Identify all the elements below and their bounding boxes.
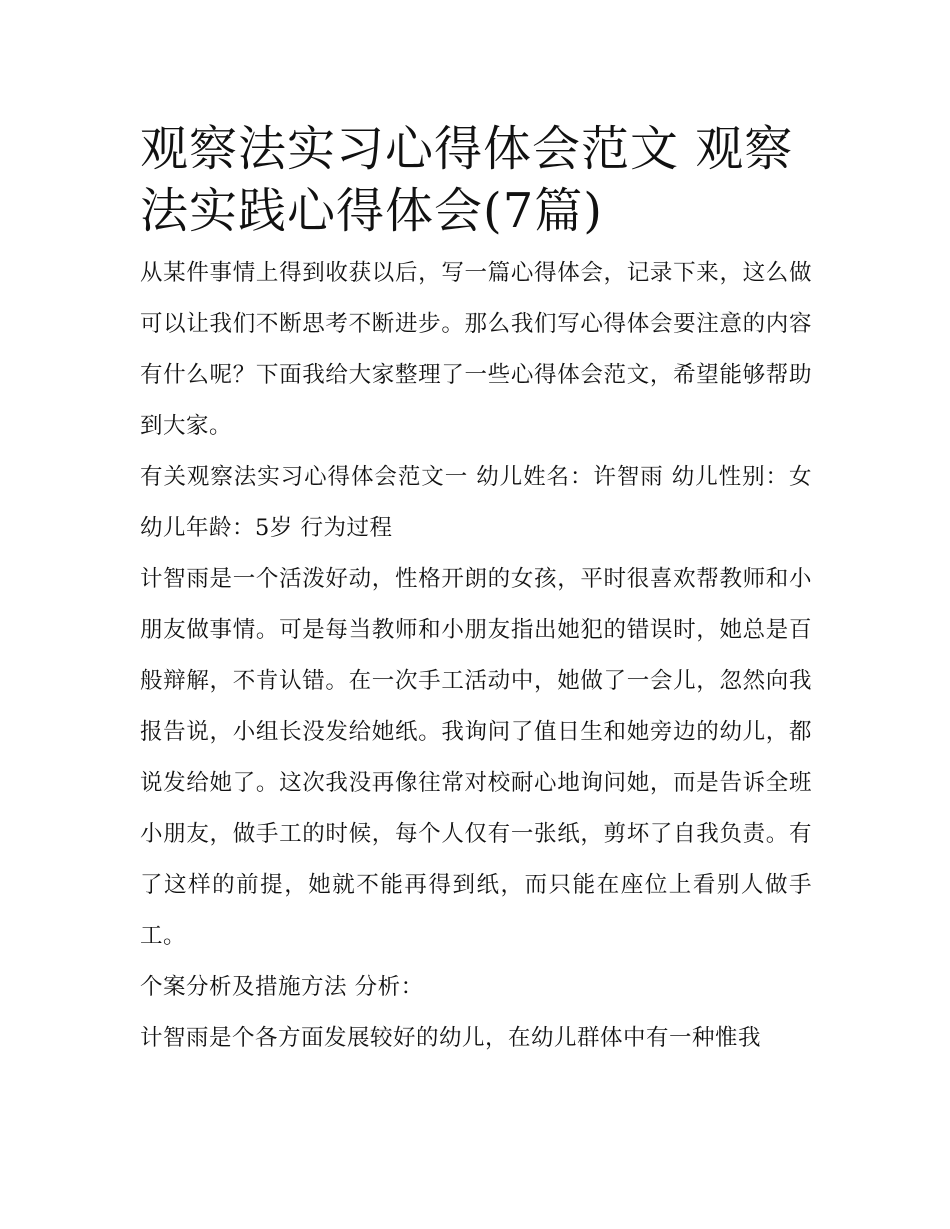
- document-page: [140, 118, 812, 1064]
- document-title: 观察法实习心得体会范文 观察法实践心得体会(7篇): [140, 121, 794, 239]
- paragraph-intro: 从某件事情上得到收获以后，写一篇心得体会，记录下来，这么做可以让我们不断思考不断进步。那么我们写心得体会要注意的内容有什么呢？下面我给大家整理了一些心得体会范文，希望能够帮助到大家。: [140, 260, 812, 439]
- paragraph-analysis: 计智雨是个各方面发展较好的幼儿，在幼儿群体中有一种惟我: [140, 1025, 762, 1051]
- paragraph-behavior: 计智雨是一个活泼好动，性格开朗的女孩，平时很喜欢帮教师和小朋友做事情。可是每当教师和小朋友指出她犯的错误时，她总是百般辩解，不肯认错。在一次手工活动中，她做了一会儿，忽然向我报告说，小组长没发给她纸。我询问了值日生和她旁边的幼儿，都说发给她了。这次我没再像往常对校耐心地询问她，而是告诉全班小朋友，做手工的时候，每个人仅有一张纸，剪坏了自我负责。有了这样的前提，她就不能再得到纸，而只能在座位上看别人做手工。: [140, 566, 812, 949]
- paragraph-analysis-heading: 个案分析及措施方法 分析：: [140, 974, 424, 1000]
- paragraph-case-info: 有关观察法实习心得体会范文一 幼儿姓名：许智雨 幼儿性别：女 幼儿年龄：5岁 行为过程: [140, 464, 812, 541]
